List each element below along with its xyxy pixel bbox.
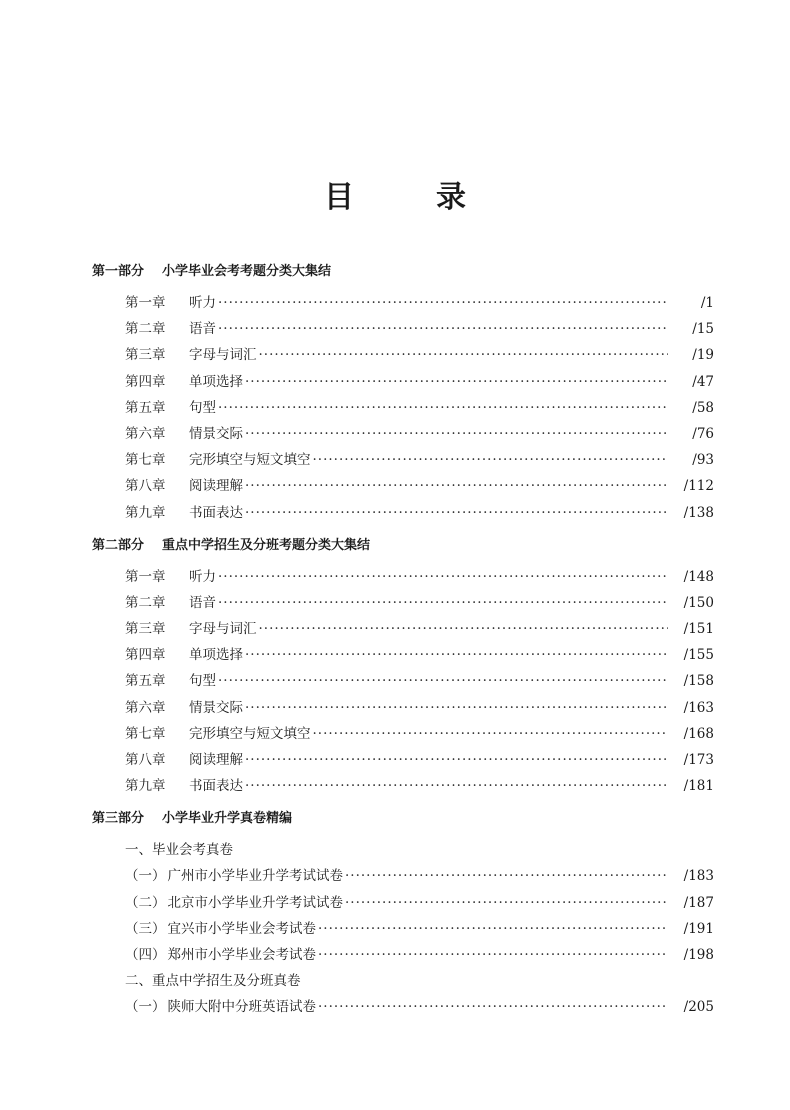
- page-number: /15: [692, 321, 714, 338]
- page-number: /168: [683, 725, 714, 742]
- dot-leader: [313, 721, 669, 747]
- chapter-number: 第一章: [125, 568, 166, 585]
- chapter-number: 第四章: [125, 373, 166, 390]
- dot-leader: [245, 421, 668, 447]
- dot-leader: [345, 890, 668, 916]
- part-heading-2: [92, 536, 714, 556]
- part-heading-1: [92, 262, 714, 282]
- section-heading: 二、重点中学招生及分班真卷: [125, 973, 301, 990]
- dot-leader: [313, 447, 669, 473]
- page-number: /1: [700, 295, 714, 311]
- page-number: /163: [683, 699, 714, 716]
- dot-leader: [345, 863, 668, 889]
- toc-entry[interactable]: [92, 316, 714, 342]
- toc-entry[interactable]: [92, 500, 714, 526]
- item-title: 郑州市小学毕业会考试卷: [167, 946, 316, 963]
- page-number: /158: [683, 673, 714, 690]
- chapter-title: 情景交际: [189, 425, 243, 442]
- toc-entry[interactable]: [92, 890, 714, 916]
- chapter-number: 第七章: [125, 452, 166, 469]
- page-number: /58: [692, 399, 714, 416]
- dot-leader: [218, 395, 668, 421]
- page-number: /173: [683, 752, 714, 768]
- dot-leader: [218, 590, 668, 616]
- page-number: /112: [683, 478, 714, 495]
- table-of-contents: [92, 262, 714, 1030]
- toc-entry[interactable]: [92, 395, 714, 421]
- page-number: /138: [683, 504, 714, 521]
- item-number: （四）: [125, 946, 166, 963]
- page-number: /205: [683, 999, 714, 1016]
- part-number: 第三部分: [92, 811, 145, 827]
- chapter-number: 第六章: [125, 699, 166, 716]
- chapter-title: 完形填空与短文填空: [189, 452, 311, 469]
- item-number: （三）: [125, 920, 166, 937]
- part-title: 重点中学招生及分班考题分类大集结: [162, 537, 371, 553]
- dot-leader: [218, 316, 668, 342]
- chapter-title: 完形填空与短文填空: [189, 725, 311, 742]
- dot-leader: [245, 773, 668, 799]
- chapter-number: 第八章: [125, 752, 166, 768]
- toc-entry[interactable]: [92, 447, 714, 473]
- chapter-number: 第一章: [125, 295, 166, 311]
- chapter-title: 情景交际: [189, 699, 243, 716]
- toc-entry[interactable]: [92, 695, 714, 721]
- item-title: 陕师大附中分班英语试卷: [167, 999, 316, 1016]
- part-title: 小学毕业会考考题分类大集结: [162, 264, 332, 279]
- toc-entry[interactable]: [92, 773, 714, 799]
- page-number: /151: [683, 621, 714, 638]
- chapter-title: 句型: [189, 673, 216, 690]
- item-number: （一）: [125, 999, 166, 1016]
- part-2-chapters: [92, 556, 714, 810]
- chapter-title: 阅读理解: [189, 752, 243, 768]
- toc-entry[interactable]: [92, 369, 714, 395]
- page-number: /181: [683, 778, 714, 795]
- chapter-number: 第八章: [125, 478, 166, 495]
- dot-leader: [245, 500, 668, 526]
- chapter-title: 听力: [189, 295, 216, 311]
- chapter-number: 第六章: [125, 425, 166, 442]
- part-number: 第一部分: [92, 264, 145, 279]
- dot-leader: [245, 642, 668, 668]
- chapter-title: 字母与词汇: [189, 621, 257, 638]
- dot-leader: [218, 668, 668, 694]
- toc-entry[interactable]: [92, 721, 714, 747]
- chapter-title: 字母与词汇: [189, 347, 257, 364]
- chapter-number: 第九章: [125, 504, 166, 521]
- dot-leader: [245, 695, 668, 721]
- page-title: 目 录: [324, 180, 492, 215]
- chapter-number: 第二章: [125, 321, 166, 338]
- chapter-number: 第七章: [125, 725, 166, 742]
- chapter-title: 阅读理解: [189, 478, 243, 495]
- page-number: /155: [683, 647, 714, 664]
- dot-leader: [318, 942, 668, 968]
- toc-entry[interactable]: [92, 668, 714, 694]
- chapter-title: 句型: [189, 399, 216, 416]
- chapter-title: 单项选择: [189, 373, 243, 390]
- chapter-number: 第四章: [125, 647, 166, 664]
- toc-entry[interactable]: [92, 564, 714, 590]
- part-1-chapters: [92, 282, 714, 536]
- chapter-title: 单项选择: [189, 647, 243, 664]
- toc-entry[interactable]: [92, 916, 714, 942]
- chapter-number: 第九章: [125, 778, 166, 795]
- page-number: /76: [692, 425, 714, 442]
- toc-entry[interactable]: [92, 342, 714, 368]
- item-number: （二）: [125, 894, 166, 911]
- chapter-number: 第五章: [125, 399, 166, 416]
- toc-entry[interactable]: [92, 473, 714, 499]
- toc-entry[interactable]: [92, 421, 714, 447]
- chapter-title: 听力: [189, 568, 216, 585]
- toc-entry[interactable]: [92, 994, 714, 1020]
- dot-leader: [318, 994, 668, 1020]
- toc-entry[interactable]: [92, 590, 714, 616]
- toc-entry[interactable]: [92, 942, 714, 968]
- page-number: /47: [692, 373, 714, 390]
- chapter-number: 第五章: [125, 673, 166, 690]
- dot-leader: [218, 564, 668, 590]
- part-number: 第二部分: [92, 537, 145, 553]
- toc-entry[interactable]: [92, 642, 714, 668]
- page-number: /93: [692, 452, 714, 469]
- page-number: /148: [683, 568, 714, 585]
- page-number: /19: [692, 347, 714, 364]
- page-number: /198: [683, 946, 714, 963]
- item-title: 宜兴市小学毕业会考试卷: [167, 920, 316, 937]
- chapter-title: 书面表达: [189, 504, 243, 521]
- page-number: /183: [683, 868, 714, 885]
- item-title: 北京市小学毕业升学考试试卷: [167, 894, 343, 911]
- toc-entry[interactable]: [92, 747, 714, 773]
- dot-leader: [245, 473, 668, 499]
- chapter-number: 第二章: [125, 594, 166, 611]
- toc-entry[interactable]: [92, 290, 714, 316]
- chapter-title: 书面表达: [189, 778, 243, 795]
- chapter-title: 语音: [189, 321, 216, 338]
- dot-leader: [245, 369, 668, 395]
- part-title: 小学毕业升学真卷精编: [162, 811, 293, 827]
- chapter-number: 第三章: [125, 621, 166, 638]
- part-3-sections: [92, 829, 714, 1030]
- dot-leader: [259, 616, 669, 642]
- page-number: /187: [683, 894, 714, 911]
- item-title: 广州市小学毕业升学考试试卷: [167, 868, 343, 885]
- toc-entry[interactable]: [92, 863, 714, 889]
- item-number: （一）: [125, 868, 166, 885]
- page-number: /191: [683, 920, 714, 937]
- section-heading: 一、毕业会考真卷: [125, 842, 233, 859]
- page-number: /150: [683, 594, 714, 611]
- chapter-number: 第三章: [125, 347, 166, 364]
- toc-entry[interactable]: [92, 616, 714, 642]
- dot-leader: [318, 916, 668, 942]
- dot-leader: [245, 747, 668, 773]
- chapter-title: 语音: [189, 594, 216, 611]
- part-heading-3: [92, 809, 714, 829]
- dot-leader: [259, 342, 669, 368]
- dot-leader: [218, 290, 668, 316]
